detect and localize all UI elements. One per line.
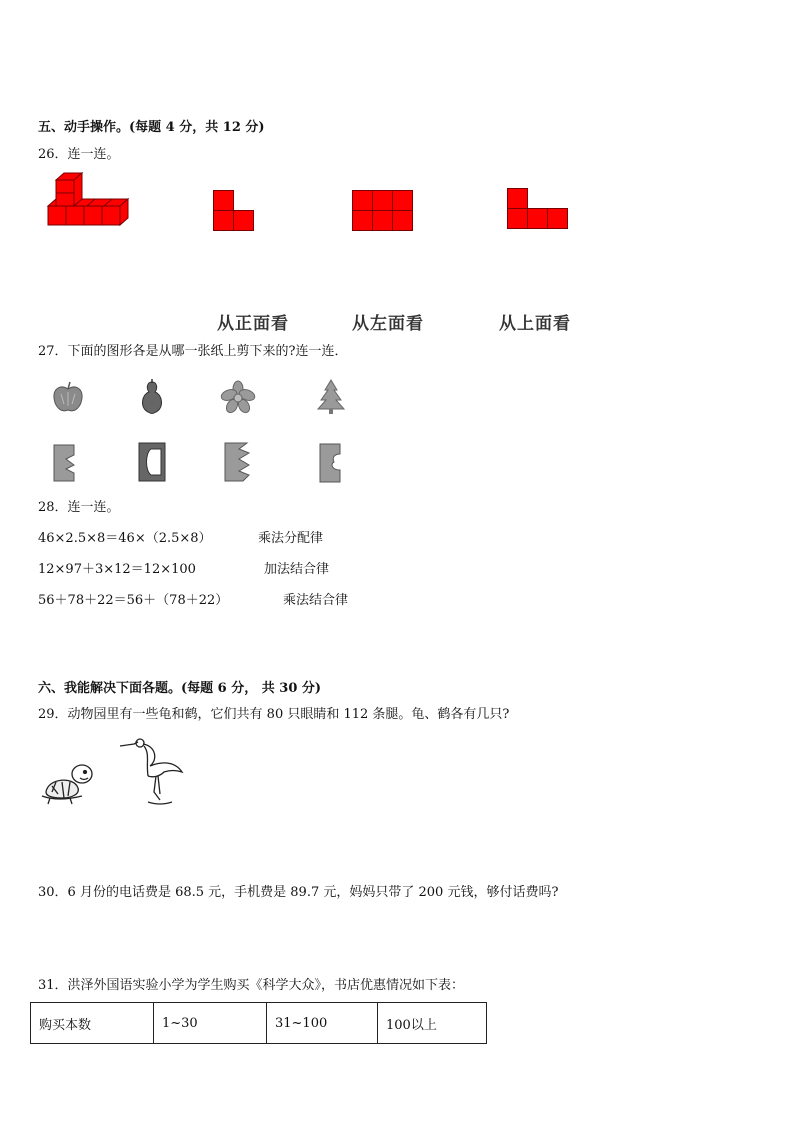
table-cell-range-1: 1~30 [154,1003,267,1044]
view-shape-l-small [213,190,255,232]
question-26: 26．连一连。 [38,147,120,162]
expression-row-1: 46×2.5×8＝46×（2.5×8） [38,531,212,546]
table-row [31,1003,487,1044]
table-cell-range-2: 31~100 [267,1003,378,1044]
section-5-title: 五、动手操作。(每题 4 分，共 12 分) [38,120,265,135]
view-shape-l-long [507,188,569,230]
paper-cut-b-icon [137,441,167,483]
paper-cut-c-icon [223,441,253,483]
question-31: 31．洪泽外国语实验小学为学生购买《科学大众》，书店优惠情况如下表： [38,978,465,993]
expression-row-2: 12×97＋3×12＝12×100 [38,562,196,577]
apple-cutout-icon [50,380,86,416]
table-cell-range-3: 100以上 [378,1003,487,1044]
view-label-front: 从正面看 [217,314,289,334]
view-label-left: 从左面看 [352,314,424,334]
question-27: 27．下面的图形各是从哪一张纸上剪下来的?连一连． [38,344,348,359]
view-shape-grid [352,190,414,232]
flower-cutout-icon [220,380,256,414]
tree-cutout-icon [315,378,347,416]
question-29: 29．动物园里有一些龟和鹤，它们共有 80 只眼睛和 112 条腿。龟、鹤各有几只? [38,707,510,722]
discount-table [30,1002,487,1044]
question-28: 28．连一连。 [38,500,120,515]
gourd-cutout-icon [136,378,168,416]
expression-row-3: 56＋78＋22＝56＋（78＋22） [38,593,229,608]
view-label-top: 从上面看 [499,314,571,334]
paper-cut-d-icon [318,442,346,484]
question-30: 30．6 月份的电话费是 68.5 元，手机费是 89.7 元，妈妈只带了 200 元钱，够付话费吗? [38,885,559,900]
law-option-3: 乘法结合律 [283,593,349,608]
table-cell-header: 购买本数 [31,1003,154,1044]
cube-stack-3d-figure [46,178,126,238]
paper-cut-a-icon [52,443,80,483]
section-6-title: 六、我能解决下面各题。(每题 6 分， 共 30 分) [38,681,322,696]
crane-illustration [116,736,188,808]
turtle-illustration [38,762,100,806]
law-option-1: 乘法分配律 [258,531,324,546]
law-option-2: 加法结合律 [264,562,330,577]
